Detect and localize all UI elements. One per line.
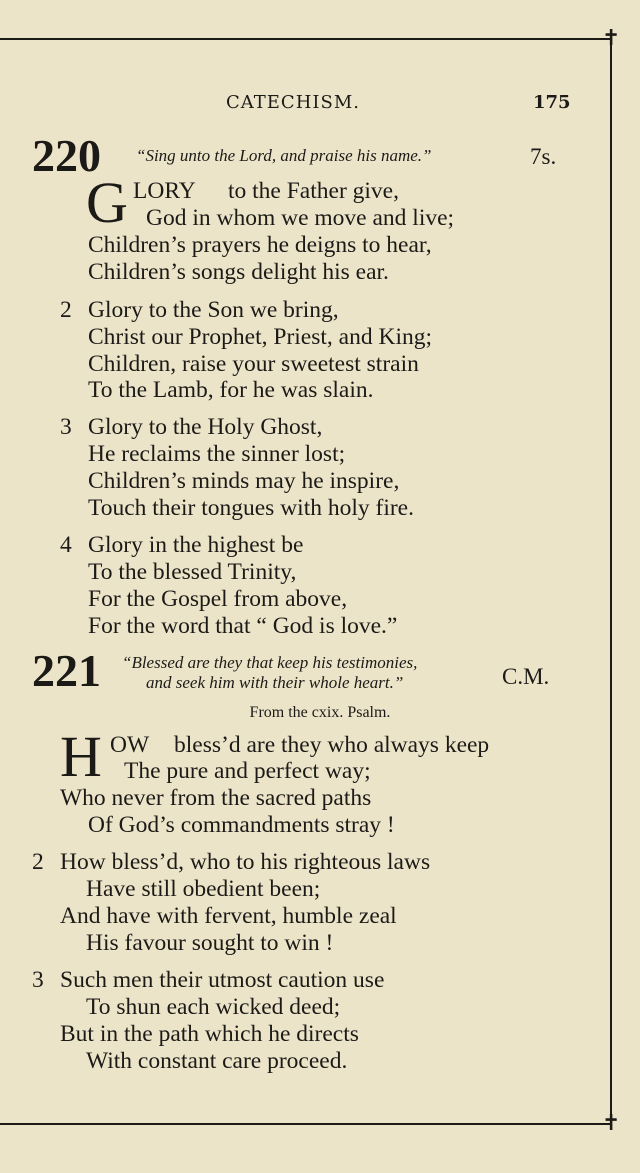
verse-line: For the word that “ God is love.” xyxy=(88,613,398,639)
verse-line: Such men their utmost caution use xyxy=(60,967,385,993)
corner-cross-top-icon: ✝ xyxy=(602,26,621,51)
verse-line: The pure and perfect way; xyxy=(124,758,371,784)
hymn-source: From the cxix. Psalm. xyxy=(249,704,391,721)
running-head: CATECHISM. xyxy=(226,92,360,113)
verse-line: Children’s prayers he deigns to hear, xyxy=(88,232,432,258)
verse-line: With constant care proceed. xyxy=(86,1048,348,1074)
top-border-rule xyxy=(0,38,612,40)
verse-line: Glory to the Son we bring, xyxy=(88,297,339,323)
hymn-number: 220 xyxy=(32,130,101,181)
first-word-rest: OW xyxy=(110,732,150,758)
hymn-epigraph-line-1: “Blessed are they that keep his testimonies, xyxy=(122,653,418,672)
verse-line: Children’s minds may he inspire, xyxy=(88,468,400,494)
verse-line: to the Father give, xyxy=(228,178,399,204)
verse-line: How bless’d, who to his righteous laws xyxy=(60,849,431,875)
stanza-number: 3 xyxy=(32,967,44,993)
verse-line: Who never from the sacred paths xyxy=(60,785,372,811)
page-header xyxy=(0,92,640,118)
verse-line: His favour sought to win ! xyxy=(86,930,334,956)
hymn-meter: C.M. xyxy=(502,664,550,689)
verse-line: To the Lamb, for he was slain. xyxy=(88,377,374,403)
verse-line: Have still obedient been; xyxy=(86,876,321,902)
verse-line: But in the path which he directs xyxy=(60,1021,359,1047)
first-word-rest: LORY xyxy=(133,178,196,204)
verse-line: And have with fervent, humble zeal xyxy=(60,903,397,929)
drop-cap: H xyxy=(60,724,102,789)
verse-line: Christ our Prophet, Priest, and King; xyxy=(88,324,432,350)
verse-line: To the blessed Trinity, xyxy=(88,559,297,585)
bottom-border-rule xyxy=(0,1123,612,1125)
verse-line: Touch their tongues with holy fire. xyxy=(88,495,414,521)
hymn-meter: 7s. xyxy=(530,144,557,169)
stanza-number: 2 xyxy=(60,297,72,323)
verse-line: Of God’s commandments stray ! xyxy=(88,812,395,838)
stanza-number: 2 xyxy=(32,849,44,875)
verse-line: Children, raise your sweetest strain xyxy=(88,351,419,377)
hymn-number: 221 xyxy=(32,645,101,696)
verse-line: For the Gospel from above, xyxy=(88,586,348,612)
verse-line: To shun each wicked deed; xyxy=(86,994,341,1020)
hymn-epigraph: “Sing unto the Lord, and praise his name.” xyxy=(136,146,432,165)
corner-cross-bottom-icon: ✝ xyxy=(602,1111,621,1136)
stanza-number: 4 xyxy=(60,532,72,558)
stanza-number: 3 xyxy=(60,414,72,440)
verse-line: He reclaims the sinner lost; xyxy=(88,441,346,467)
right-border-rule xyxy=(610,34,612,1126)
page-number: 175 xyxy=(533,92,571,113)
drop-cap: G xyxy=(86,170,128,235)
hymn-epigraph-line-2: and seek him with their whole heart.” xyxy=(146,673,404,692)
verse-line: God in whom we move and live; xyxy=(146,205,455,231)
verse-line: Children’s songs delight his ear. xyxy=(88,259,389,285)
verse-line: bless’d are they who always keep xyxy=(174,732,490,758)
verse-line: Glory to the Holy Ghost, xyxy=(88,414,323,440)
verse-line: Glory in the highest be xyxy=(88,532,304,558)
